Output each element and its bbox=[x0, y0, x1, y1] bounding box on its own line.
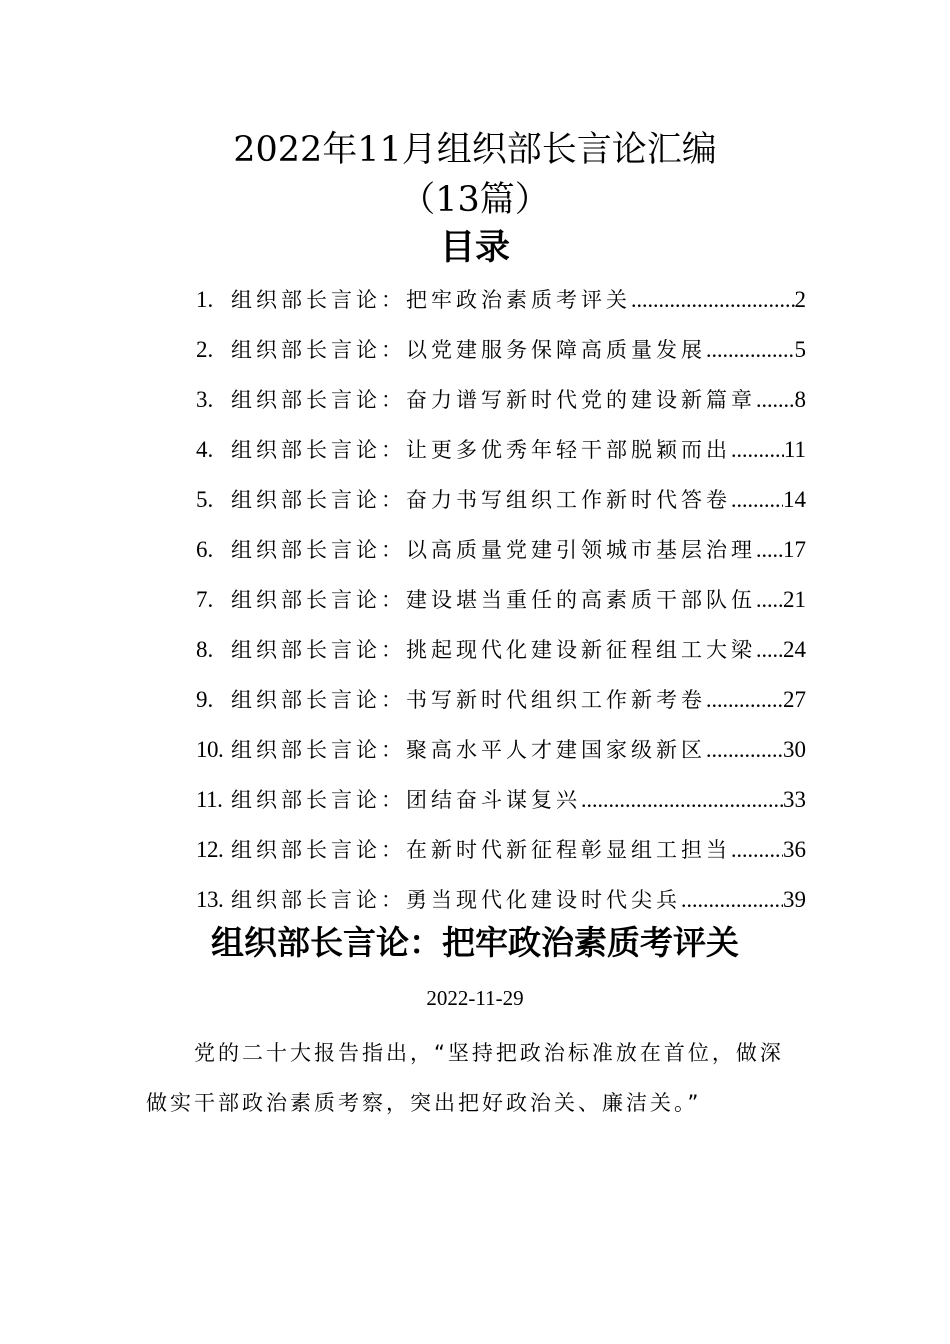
toc-item[interactable] bbox=[196, 532, 806, 582]
toc-item[interactable] bbox=[196, 482, 806, 532]
document-subtitle: （13篇） bbox=[400, 180, 550, 220]
toc-item-page: 8 bbox=[794, 387, 806, 412]
toc-item-title: 组织部长言论：以高质量党建引领城市基层治理 bbox=[231, 538, 756, 562]
toc-item[interactable] bbox=[196, 282, 806, 332]
toc-dot-leader bbox=[731, 432, 784, 468]
toc-item[interactable] bbox=[196, 582, 806, 632]
toc-item-number: 3. bbox=[196, 387, 214, 412]
toc-item-title: 组织部长言论：奋力谱写新时代党的建设新篇章 bbox=[231, 388, 756, 412]
toc-item-page: 11 bbox=[783, 437, 806, 462]
toc-item-number: 5. bbox=[196, 487, 214, 512]
toc-item-title: 组织部长言论：勇当现代化建设时代尖兵 bbox=[231, 888, 681, 912]
toc-item-number: 9. bbox=[196, 687, 214, 712]
toc-item-page: 17 bbox=[783, 537, 806, 562]
toc-item[interactable] bbox=[196, 382, 806, 432]
toc-item-number: 2. bbox=[196, 337, 214, 362]
toc-dot-leader bbox=[756, 382, 795, 418]
toc-item-page: 14 bbox=[783, 487, 806, 512]
toc-dot-leader bbox=[756, 632, 783, 668]
toc-item[interactable] bbox=[196, 682, 806, 732]
toc-item[interactable] bbox=[196, 632, 806, 682]
toc-item-title: 组织部长言论：以党建服务保障高质量发展 bbox=[231, 338, 706, 362]
toc-item-number: 1. bbox=[196, 287, 214, 312]
toc-item-number: 7. bbox=[196, 587, 214, 612]
toc-item-page: 30 bbox=[783, 737, 806, 762]
toc-item-page: 36 bbox=[783, 837, 806, 862]
toc-item-number: 8. bbox=[196, 637, 214, 662]
toc-dot-leader bbox=[581, 782, 783, 818]
toc-item-title: 组织部长言论：在新时代新征程彰显组工担当 bbox=[231, 838, 731, 862]
toc-item-number: 11. bbox=[196, 787, 223, 812]
toc-dot-leader bbox=[706, 332, 795, 368]
toc-item-title: 组织部长言论：建设堪当重任的高素质干部队伍 bbox=[231, 588, 756, 612]
toc-item[interactable] bbox=[196, 432, 806, 482]
toc-item[interactable] bbox=[196, 732, 806, 782]
toc-item-page: 24 bbox=[783, 637, 806, 662]
toc-item-number: 4. bbox=[196, 437, 214, 462]
toc-item-number: 13. bbox=[196, 887, 224, 912]
toc-item-number: 12. bbox=[196, 837, 224, 862]
toc-item-number: 10. bbox=[196, 737, 224, 762]
article-date: 2022-11-29 bbox=[426, 986, 524, 1010]
toc-dot-leader bbox=[631, 282, 795, 318]
toc-item[interactable] bbox=[196, 332, 806, 382]
toc-dot-leader bbox=[756, 532, 783, 568]
toc-heading: 目录 bbox=[439, 227, 510, 268]
article-title: 组织部长言论：把牢政治素质考评关 bbox=[211, 923, 739, 962]
toc-item-title: 组织部长言论：团结奋斗谋复兴 bbox=[231, 788, 581, 812]
toc-item-title: 组织部长言论：把牢政治素质考评关 bbox=[231, 288, 631, 312]
toc-item-title: 组织部长言论：聚高水平人才建国家级新区 bbox=[231, 738, 706, 762]
toc-item-number: 6. bbox=[196, 537, 214, 562]
table-of-contents bbox=[196, 282, 806, 932]
toc-dot-leader bbox=[731, 832, 783, 868]
toc-item-page: 27 bbox=[783, 687, 806, 712]
toc-item-title: 组织部长言论：书写新时代组织工作新考卷 bbox=[231, 688, 706, 712]
toc-item[interactable] bbox=[196, 832, 806, 882]
document-title: 2022年11月组织部长言论汇编 bbox=[233, 130, 717, 170]
toc-item-page: 33 bbox=[783, 787, 806, 812]
toc-dot-leader bbox=[731, 482, 783, 518]
toc-item-page: 2 bbox=[794, 287, 806, 312]
toc-item-page: 5 bbox=[794, 337, 806, 362]
toc-item-title: 组织部长言论：挑起现代化建设新征程组工大梁 bbox=[231, 638, 756, 662]
toc-item-page: 21 bbox=[783, 587, 806, 612]
article-paragraph: 党的二十大报告指出，“坚持把政治标准放在首位，做深做实干部政治素质考察，突出把好政治关、廉洁关。” bbox=[146, 1041, 784, 1115]
toc-item-page: 39 bbox=[783, 887, 806, 912]
toc-dot-leader bbox=[681, 882, 783, 918]
toc-dot-leader bbox=[706, 732, 783, 768]
toc-item-title: 组织部长言论：奋力书写组织工作新时代答卷 bbox=[231, 488, 731, 512]
toc-item-title: 组织部长言论：让更多优秀年轻干部脱颖而出 bbox=[231, 438, 731, 462]
toc-dot-leader bbox=[756, 582, 783, 618]
toc-item[interactable] bbox=[196, 782, 806, 832]
toc-dot-leader bbox=[706, 682, 783, 718]
